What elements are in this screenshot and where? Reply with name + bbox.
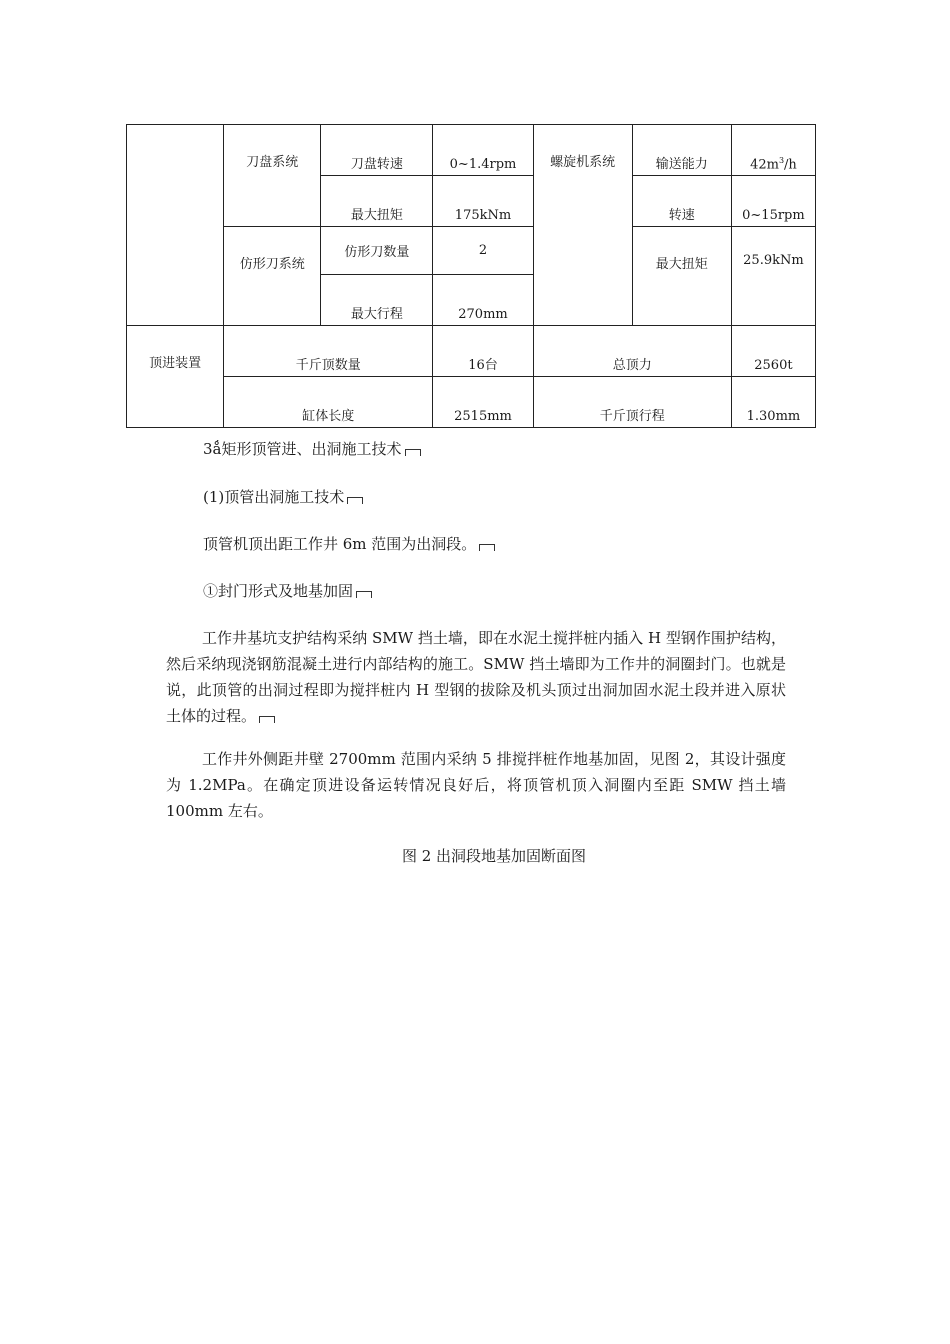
table-cell-system: 螺旋机系统 [533, 125, 632, 326]
table-cell-value: 2560t [731, 326, 815, 377]
paragraph-mark-icon [347, 497, 363, 504]
heading-text: (1)顶管出洞施工技术 [203, 488, 345, 506]
table-cell-value: 2 [433, 227, 533, 275]
paragraph-text: 工作井基坑支护结构采纳 SMW 挡土墙，即在水泥土搅拌桩内插入 H 型钢作围护结构，然后采纳现浇钢筋混凝土进行内部结构的施工。SMW 挡土墙即为工作井的洞圈封门。也就是说，此顶管的出洞过程即为搅拌桩内 H 型钢的拔除及机头顶过出洞加固水泥土段并进入原状土体的过程。 [166, 629, 786, 725]
item-heading [203, 578, 372, 604]
table-cell-value: 16台 [433, 326, 533, 377]
value-base: 42m [750, 157, 779, 172]
table-cell-value: 270mm [433, 275, 533, 326]
range-paragraph [203, 531, 495, 557]
table-cell-value [731, 125, 815, 176]
table-cell-group: 顶进装置 [127, 326, 224, 428]
table-cell-value: 25.9kNm [731, 227, 815, 326]
table-cell-value: 0~15rpm [731, 176, 815, 227]
table-cell-value: 2515mm [433, 377, 533, 428]
table-cell-param: 千斤顶数量 [224, 326, 433, 377]
table-cell-param: 转速 [632, 176, 731, 227]
table-cell-value: 1.30mm [731, 377, 815, 428]
paragraph-text: 工作井外侧距井壁 2700mm 范围内采纳 5 排搅拌桩作地基加固，见图 2，其设计强度为 1.2MPa。在确定顶进设备运转情况良好后，将顶管机顶入洞圈内至距 SMW 挡土墙 100mm 左右。 [166, 750, 786, 820]
table-row [127, 326, 816, 377]
figure-caption: 图 2 出洞段地基加固断面图 [401, 847, 587, 865]
paragraph-mark-icon [405, 449, 421, 456]
heading-text: 3ǻ矩形顶管进、出洞施工技术 [203, 440, 402, 458]
body-paragraph [166, 746, 786, 824]
value-superscript: 3 [778, 155, 785, 165]
table-cell-param: 千斤顶行程 [533, 377, 731, 428]
paragraph-mark-icon [479, 544, 495, 551]
paragraph-mark-icon [259, 716, 275, 723]
table-cell-param: 最大扭矩 [632, 227, 731, 326]
table-cell-value: 0~1.4rpm [433, 125, 533, 176]
table-cell-value: 175kNm [433, 176, 533, 227]
body-paragraph [166, 625, 786, 729]
table-cell-param: 最大行程 [321, 275, 433, 326]
table-cell-param: 刀盘转速 [321, 125, 433, 176]
table-cell-param: 最大扭矩 [321, 176, 433, 227]
paragraph-mark-icon [356, 591, 372, 598]
section-heading [203, 436, 421, 462]
subsection-heading [203, 484, 363, 510]
value-tail: /h [784, 157, 797, 172]
table-cell-param: 仿形刀数量 [321, 227, 433, 275]
table-cell-param: 输送能力 [632, 125, 731, 176]
equipment-spec-table [126, 124, 816, 428]
table-cell-param: 缸体长度 [224, 377, 433, 428]
table-row [127, 227, 816, 275]
table-row [127, 377, 816, 428]
heading-text: ①封门形式及地基加固 [203, 582, 354, 600]
paragraph-text: 顶管机顶出距工作井 6m 范围为出洞段。 [203, 535, 477, 553]
table-cell-param: 总顶力 [533, 326, 731, 377]
table-cell-empty [127, 125, 224, 326]
table-cell-system: 仿形刀系统 [224, 227, 321, 326]
table-row [127, 125, 816, 176]
table-cell-system: 刀盘系统 [224, 125, 321, 227]
